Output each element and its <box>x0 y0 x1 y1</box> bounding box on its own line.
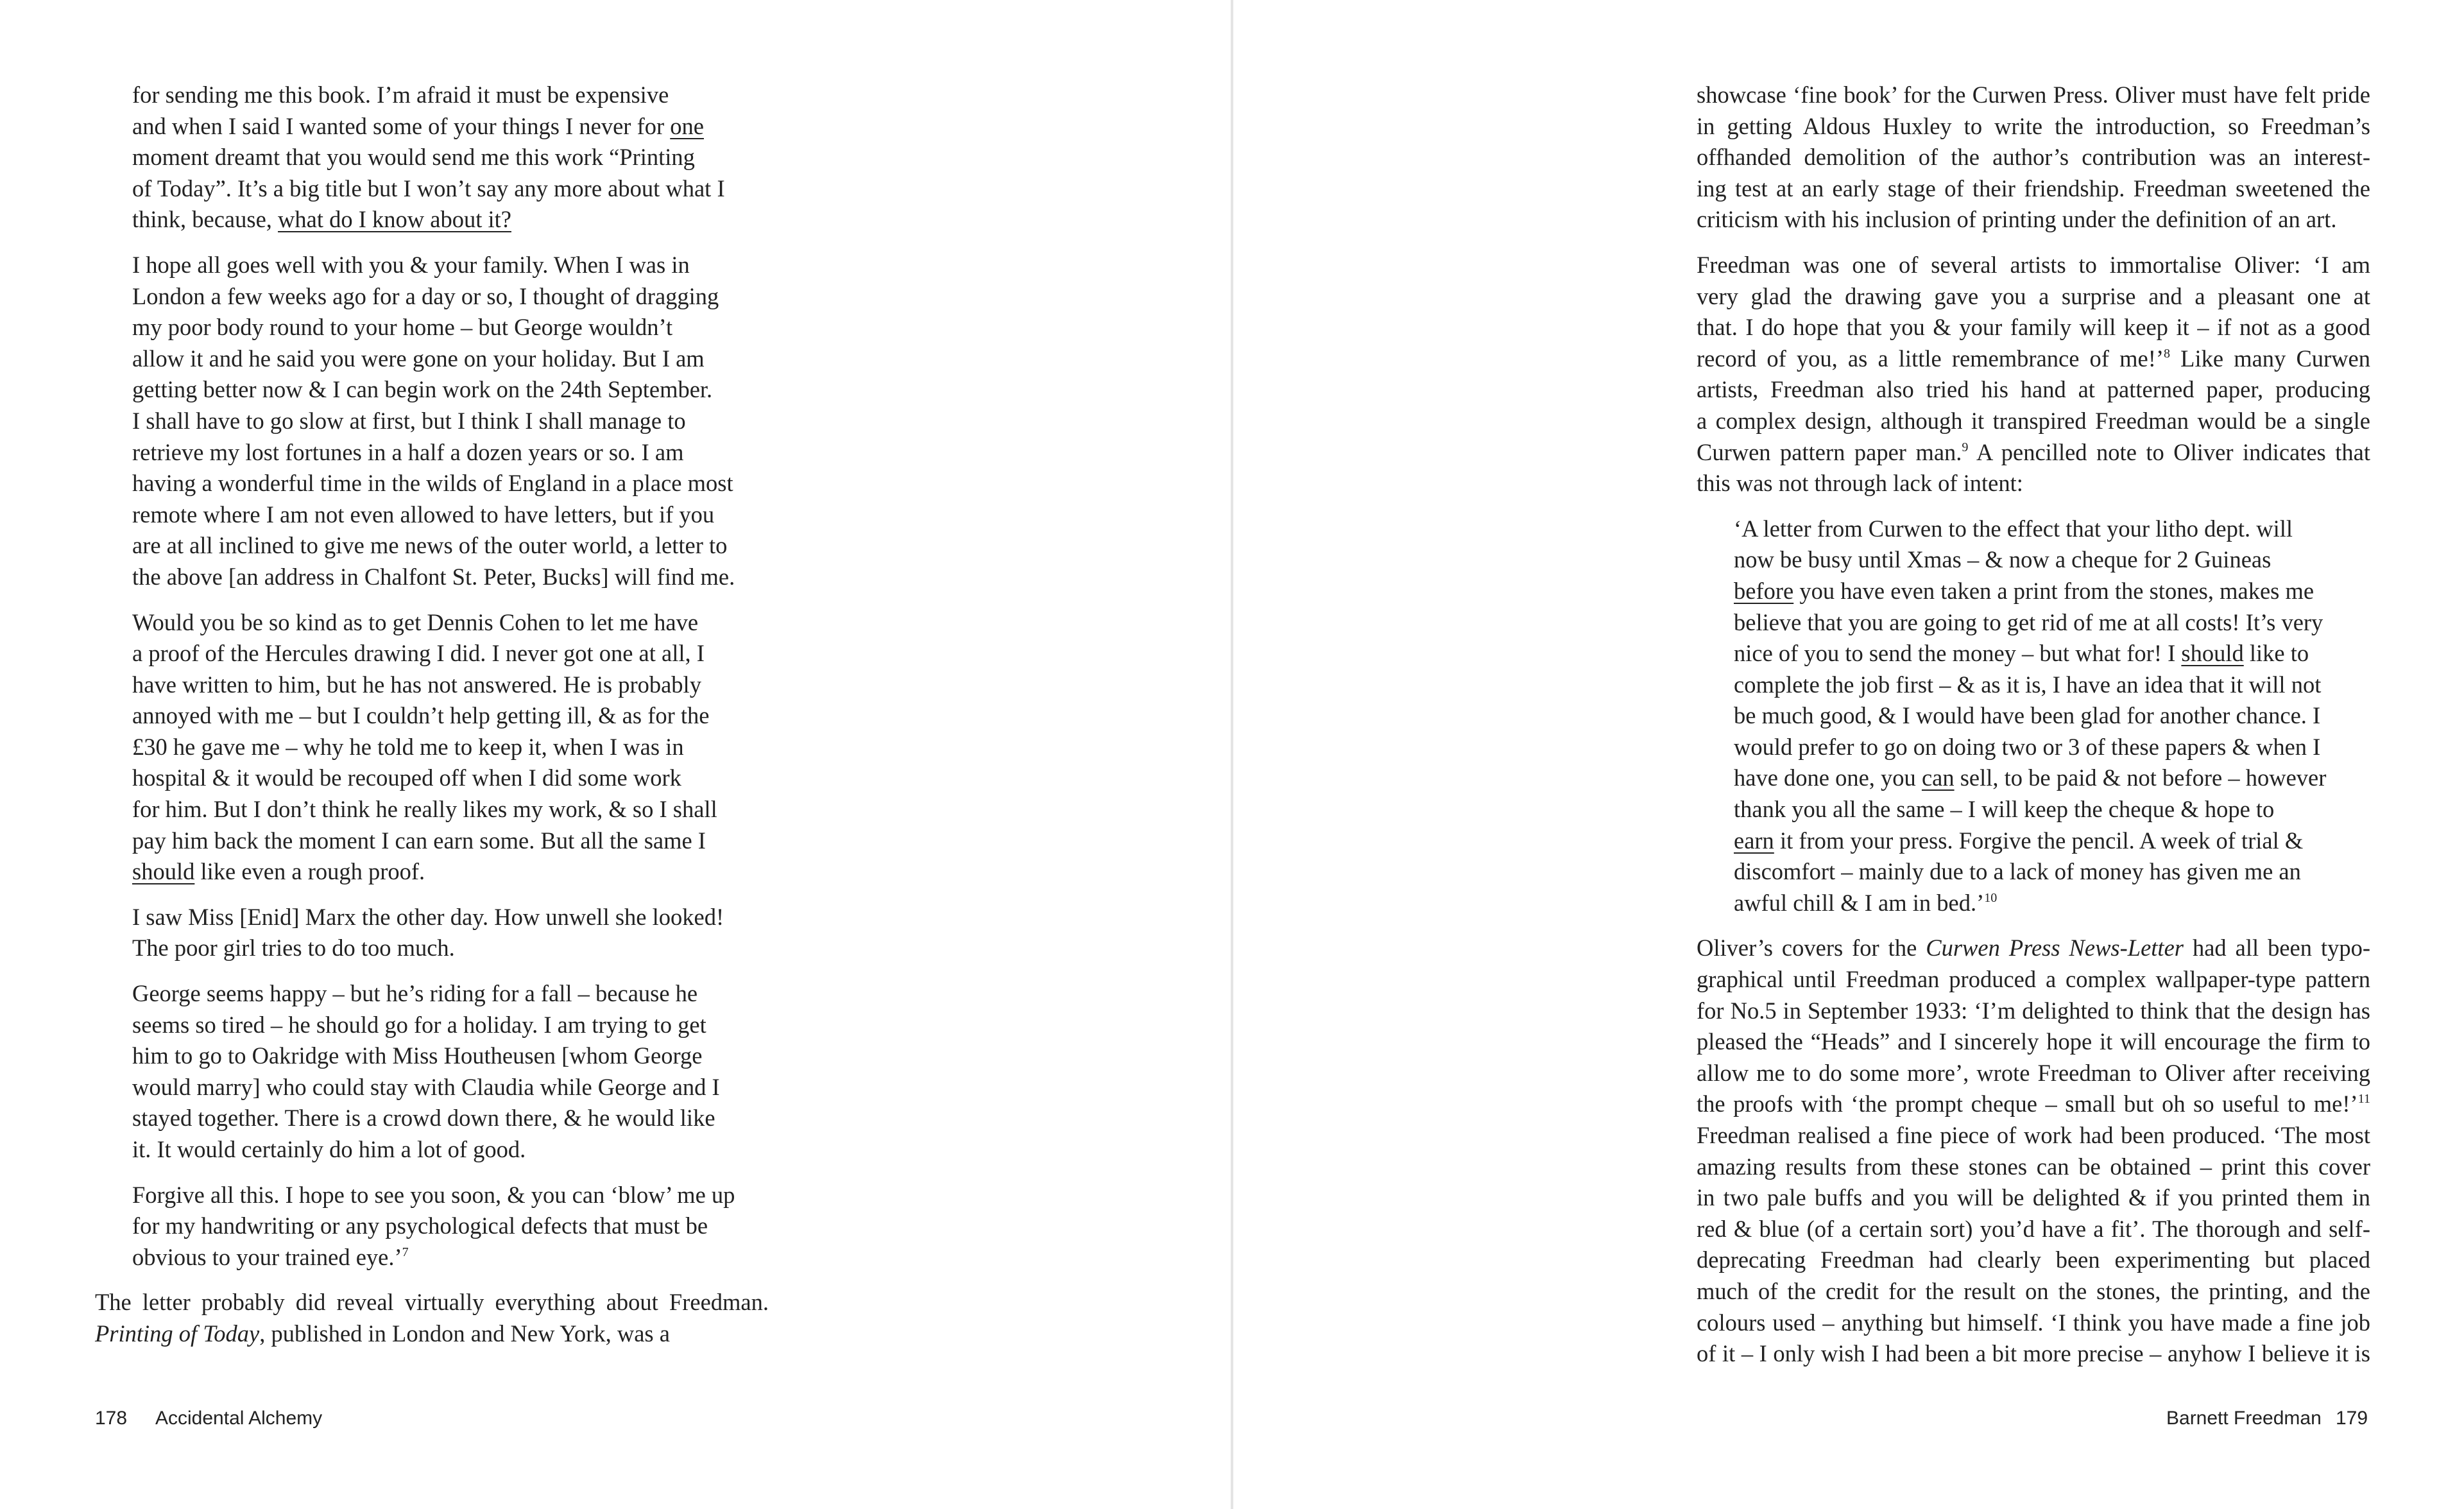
quote-paragraph <box>132 902 755 964</box>
text-line <box>1697 1026 2370 1058</box>
text-run: Forgive all this. I hope to see you soon, & you can ‘blow’ me up <box>132 1181 735 1208</box>
text-run: the proofs with ‘the prompt cheque – small but oh so useful to me!’ <box>1697 1091 2358 1117</box>
text-line <box>1734 638 2356 669</box>
text-run: Like many Curwen <box>2170 345 2370 372</box>
text-run: like to <box>2243 640 2309 667</box>
underlined-text: one <box>670 112 704 139</box>
underlined-text: before <box>1734 577 1794 604</box>
footnote-ref: 11 <box>2357 1092 2370 1107</box>
body-paragraph-2 <box>1697 250 2370 499</box>
text-line <box>132 281 755 313</box>
text-run: pay him back the moment I can earn some. But all the same I <box>132 827 706 854</box>
text-run: showcase ‘fine book’ for the Curwen Press. Oliver must have felt pride <box>1697 82 2370 108</box>
text-line <box>132 250 755 281</box>
text-line <box>132 669 755 701</box>
text-run: Freedman realised a fine piece of work had been produced. ‘The most <box>1697 1122 2370 1148</box>
text-line <box>132 1040 755 1072</box>
text-run: much of the credit for the result on the stones, the printing, and the <box>1697 1277 2370 1304</box>
text-line <box>95 1287 769 1318</box>
text-line <box>1697 343 2370 375</box>
text-run: George seems happy – but he’s riding for a fall – because he <box>132 980 698 1007</box>
text-run: of it – I only wish I had been a bit more precise – anyhow I believe it is <box>1697 1340 2370 1367</box>
running-head-right: Barnett Freedman <box>2166 1408 2322 1429</box>
text-line <box>132 856 755 888</box>
text-line <box>1697 312 2370 343</box>
text-run: artists, Freedman also tried his hand at patterned paper, producing <box>1697 376 2370 403</box>
text-run: remote where I am not even allowed to have letters, but if you <box>132 501 715 528</box>
text-run: think, because, <box>132 206 278 233</box>
quote-paragraph <box>132 80 755 236</box>
quote-paragraph <box>132 1180 755 1273</box>
text-line <box>1734 888 2356 919</box>
body-paragraph <box>95 1287 769 1349</box>
text-line <box>132 142 755 173</box>
underlined-text: what do I know about it? <box>278 206 511 233</box>
text-run: for him. But I don’t think he really likes my work, & so I shall <box>132 796 717 823</box>
left-page-text <box>95 80 769 1350</box>
text-run: Would you be so kind as to get Dennis Cohen to let me have <box>132 608 699 635</box>
underlined-text: earn <box>1734 827 1774 854</box>
text-line <box>132 1072 755 1103</box>
text-run: Oliver’s covers for the <box>1697 935 1926 961</box>
text-line <box>1734 856 2356 888</box>
underlined-text: should <box>2181 640 2244 667</box>
text-run: you have even taken a print from the stones, makes me <box>1793 577 2314 604</box>
underlined-text: should <box>132 858 195 885</box>
text-run: thank you all the same – I will keep the cheque & hope to <box>1734 796 2275 823</box>
footnote-ref: 7 <box>402 1245 409 1259</box>
text-run: The letter probably did reveal virtually everything about Freedman. <box>95 1289 769 1316</box>
text-line <box>1734 700 2356 732</box>
text-run: The poor girl tries to do too much. <box>132 935 455 961</box>
text-line <box>1697 1214 2370 1245</box>
text-run: very glad the drawing gave you a surprise and a pleasant one at <box>1697 282 2370 309</box>
text-run: sell, to be paid & not before – however <box>1954 764 2327 791</box>
text-line <box>1734 544 2356 576</box>
text-line <box>1697 406 2370 437</box>
text-run: for my handwriting or any psychological defects that must be <box>132 1212 708 1239</box>
text-run: I hope all goes well with you & your family. When I was in <box>132 251 690 278</box>
footnote-ref: 8 <box>2164 346 2171 361</box>
text-run: of Today”. It’s a big title but I won’t say any more about what I <box>132 175 725 202</box>
text-run: be much good, & I would have been glad for another chance. I <box>1734 702 2321 729</box>
text-line <box>1697 142 2370 173</box>
text-run: and when I said I wanted some of your things I never for <box>132 112 671 139</box>
italic-title: Printing of Today <box>95 1320 260 1347</box>
text-run: allow it and he said you were gone on your holiday. But I am <box>132 345 705 372</box>
text-line <box>132 978 755 1010</box>
folio-number-right: 179 <box>2336 1408 2368 1429</box>
text-line <box>132 638 755 669</box>
text-run: ‘A letter from Curwen to the effect that your litho dept. will <box>1734 515 2293 542</box>
quote-paragraph <box>132 250 755 593</box>
text-line <box>132 111 755 142</box>
text-line <box>132 1134 755 1166</box>
text-line <box>132 343 755 375</box>
text-line <box>132 80 755 111</box>
text-line <box>132 794 755 825</box>
text-run: a complex design, although it transpired Freedman would be a single <box>1697 407 2370 434</box>
text-run: had all been typo- <box>2183 935 2370 961</box>
text-run: I saw Miss [Enid] Marx the other day. How unwell she looked! <box>132 903 724 930</box>
text-run: I shall have to go slow at first, but I think I shall manage to <box>132 407 686 434</box>
left-page <box>0 0 1231 1509</box>
body-paragraph-1 <box>1697 80 2370 236</box>
text-line <box>1697 1182 2370 1214</box>
letter-quotation <box>95 80 769 1273</box>
text-run: the above [an address in Chalfont St. Peter, Bucks] will find me. <box>132 563 735 590</box>
text-run: having a wonderful time in the wilds of England in a place most <box>132 470 733 497</box>
text-line <box>132 1211 755 1242</box>
text-run: stayed together. There is a crowd down there, & he would like <box>132 1105 715 1132</box>
text-line <box>132 1180 755 1211</box>
text-line <box>1697 250 2370 281</box>
text-line <box>132 700 755 732</box>
text-run: in getting Aldous Huxley to write the introduction, so Freedman’s <box>1697 112 2370 139</box>
text-line <box>1697 1276 2370 1307</box>
text-run: A pencilled note to Oliver indicates that <box>1968 438 2370 465</box>
text-run: this was not through lack of intent: <box>1697 470 2023 497</box>
text-line <box>1697 437 2370 469</box>
text-run: that. I do hope that you & your family will keep it – if not as a good <box>1697 314 2370 341</box>
text-run: retrieve my lost fortunes in a half a dozen years or so. I am <box>132 438 684 465</box>
text-run: nice of you to send the money – but what for! I <box>1734 640 2182 667</box>
text-run: record of you, as a little remembrance of me!’ <box>1697 345 2164 372</box>
text-line <box>1697 374 2370 406</box>
text-line <box>132 437 755 469</box>
text-line <box>132 732 755 763</box>
text-run: hospital & it would be recouped off when I did some work <box>132 764 681 791</box>
text-run: criticism with his inclusion of printing under the definition of an art. <box>1697 206 2337 233</box>
text-run: seems so tired – he should go for a holiday. I am trying to get <box>132 1011 706 1038</box>
text-run: have done one, you <box>1734 764 1922 791</box>
text-line <box>132 173 755 205</box>
text-run: Curwen pattern paper man. <box>1697 438 1962 465</box>
text-run: deprecating Freedman had clearly been experimenting but placed <box>1697 1246 2370 1273</box>
text-run: believe that you are going to get rid of me at all costs! It’s very <box>1734 608 2323 635</box>
text-run: amazing results from these stones can be obtained – print this cover <box>1697 1153 2370 1180</box>
text-line <box>1697 1151 2370 1183</box>
text-line <box>132 374 755 406</box>
running-head-left: Accidental Alchemy <box>155 1408 323 1429</box>
text-run: have written to him, but he has not answered. He is probably <box>132 671 701 698</box>
text-line <box>1697 173 2370 205</box>
text-run: complete the job first – & as it is, I have an idea that it will not <box>1734 671 2322 698</box>
text-run: awful chill & I am in bed.’ <box>1734 889 1985 916</box>
text-run: graphical until Freedman produced a complex wallpaper-type pattern <box>1697 966 2370 993</box>
right-page-text <box>1697 80 2370 1370</box>
text-run: pleased the “Heads” and I sincerely hope it will encourage the firm to <box>1697 1028 2370 1055</box>
text-line <box>132 1010 755 1041</box>
text-line <box>1697 1120 2370 1151</box>
text-line <box>1697 1338 2370 1370</box>
text-run: my poor body round to your home – but George wouldn’t <box>132 314 673 341</box>
text-run: Freedman was one of several artists to immortalise Oliver: ‘I am <box>1697 251 2370 278</box>
text-run: colours used – anything but himself. ‘I think you have made a fine job <box>1697 1309 2370 1336</box>
text-run: offhanded demolition of the author’s contribution was an interest- <box>1697 144 2370 171</box>
text-run: London a few weeks ago for a day or so, I thought of dragging <box>132 282 719 309</box>
footnote-ref: 9 <box>1962 440 1969 454</box>
text-run: ing test at an early stage of their friendship. Freedman sweetened the <box>1697 175 2370 202</box>
text-line <box>1734 794 2356 825</box>
text-line <box>132 902 755 933</box>
text-line <box>1697 964 2370 996</box>
text-line <box>1734 825 2356 857</box>
text-run: it. It would certainly do him a lot of good. <box>132 1136 526 1162</box>
text-line <box>1734 669 2356 701</box>
text-line <box>1697 1307 2370 1339</box>
text-run: getting better now & I can begin work on the 24th September. <box>132 376 713 403</box>
pencilled-note-quotation <box>1734 513 2356 919</box>
text-run: for No.5 in September 1933: ‘I’m delighted to think that the design has <box>1697 997 2370 1024</box>
text-line <box>132 933 755 964</box>
text-run: for sending me this book. I’m afraid it must be expensive <box>132 82 669 108</box>
text-line <box>95 1318 769 1350</box>
text-run: red & blue (of a certain sort) you’d have a fit’. The thorough and self- <box>1697 1215 2370 1242</box>
text-run: are at all inclined to give me news of the outer world, a letter to <box>132 532 728 559</box>
text-run: him to go to Oakridge with Miss Houtheusen [whom George <box>132 1042 703 1069</box>
text-run: now be busy until Xmas – & now a cheque for 2 Guineas <box>1734 546 2272 573</box>
text-line <box>1734 576 2356 607</box>
text-run: £30 he gave me – why he told me to keep it, when I was in <box>132 733 684 760</box>
text-line <box>1734 732 2356 763</box>
footnote-ref: 10 <box>1984 890 1998 905</box>
text-line <box>1734 763 2356 794</box>
text-run: moment dreamt that you would send me this work “Printing <box>132 144 695 171</box>
text-line <box>1734 607 2356 639</box>
underlined-text: can <box>1921 764 1955 791</box>
text-run: in two pale buffs and you will be delighted & if you printed them in <box>1697 1184 2370 1211</box>
text-run: , published in London and New York, was a <box>259 1320 670 1347</box>
text-run: discomfort – mainly due to a lack of money has given me an <box>1734 858 2301 885</box>
text-run: it from your press. Forgive the pencil. A week of trial & <box>1774 827 2304 854</box>
text-line <box>132 763 755 794</box>
text-run: obvious to your trained eye.’ <box>132 1243 402 1270</box>
text-run: like even a rough proof. <box>194 858 425 885</box>
text-line <box>1697 468 2370 499</box>
text-line <box>132 530 755 562</box>
text-line <box>132 607 755 639</box>
text-line <box>1697 933 2370 964</box>
quote-paragraph <box>132 978 755 1166</box>
text-line <box>132 562 755 593</box>
text-line <box>1697 111 2370 142</box>
text-line <box>1697 1245 2370 1276</box>
text-line <box>132 1103 755 1134</box>
text-line <box>132 825 755 857</box>
text-line <box>1734 513 2356 545</box>
text-run: annoyed with me – but I couldn’t help getting ill, & as for the <box>132 702 710 729</box>
text-line <box>1697 1089 2370 1120</box>
text-line <box>132 499 755 531</box>
text-line <box>132 1242 755 1273</box>
folio-number-left: 178 <box>95 1408 128 1429</box>
text-line <box>132 312 755 343</box>
text-line <box>1697 204 2370 236</box>
body-paragraph-3 <box>1697 933 2370 1369</box>
text-run: allow me to do some more’, wrote Freedman to Oliver after receiving <box>1697 1059 2370 1086</box>
text-line <box>132 468 755 499</box>
quote-paragraph <box>132 607 755 888</box>
text-run: would marry] who could stay with Claudia while George and I <box>132 1073 720 1100</box>
text-line <box>1697 281 2370 313</box>
text-line <box>1697 1058 2370 1089</box>
text-line <box>132 204 755 236</box>
text-run: would prefer to go on doing two or 3 of these papers & when I <box>1734 733 2321 760</box>
text-line <box>1697 80 2370 111</box>
italic-title: Curwen Press News-Letter <box>1926 935 2184 961</box>
text-line <box>132 406 755 437</box>
text-run: a proof of the Hercules drawing I did. I never got one at all, I <box>132 640 705 667</box>
text-line <box>1697 996 2370 1027</box>
